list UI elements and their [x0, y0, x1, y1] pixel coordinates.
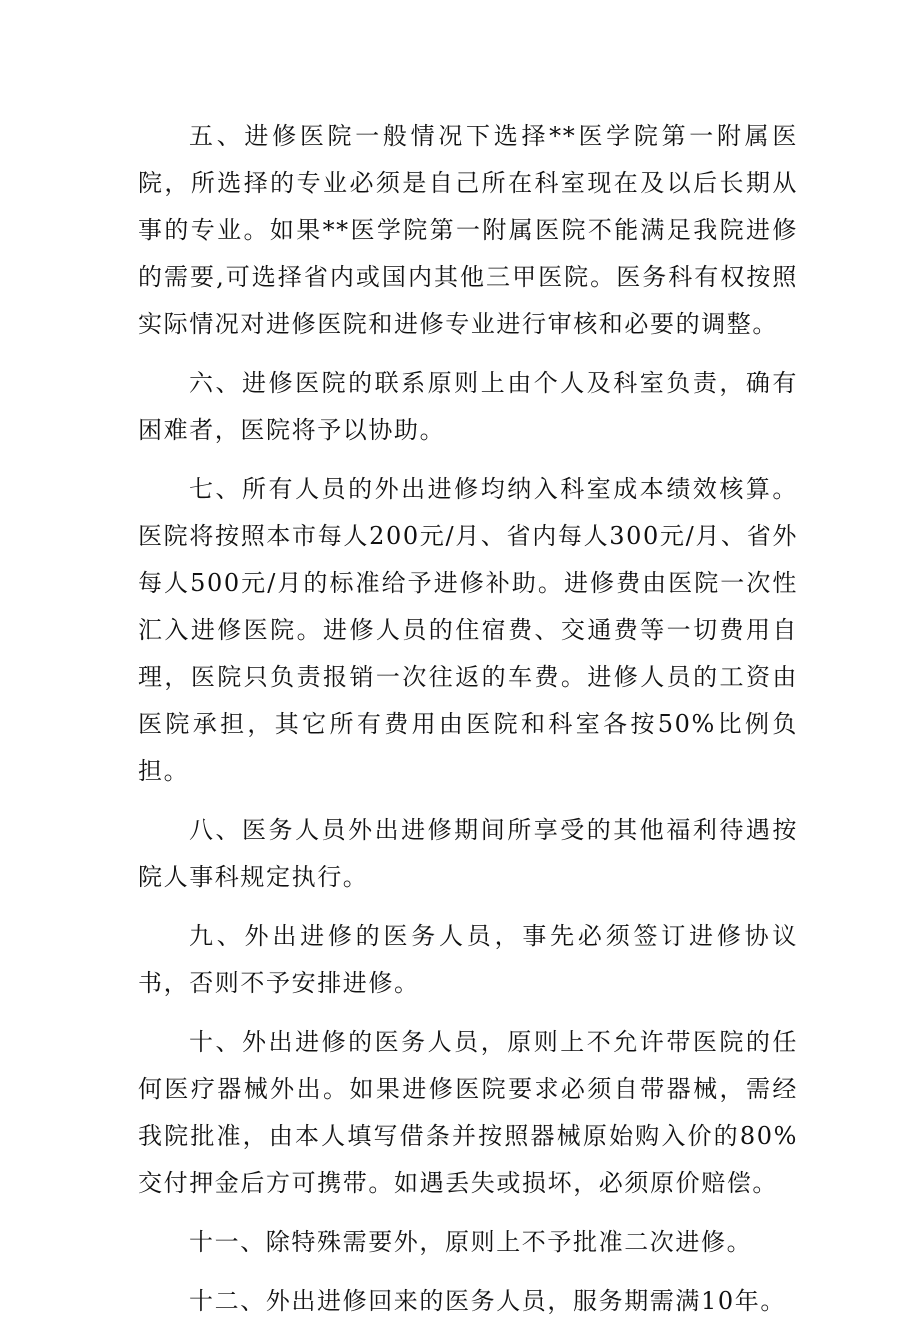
- paragraph-5: 五、进修医院一般情况下选择**医学院第一附属医院，所选择的专业必须是自己所在科室现在及以后长期从事的专业。如果**医学院第一附属医院不能满足我院进修的需要,可选择省内或国内其他三甲医院。医务科有权按照实际情况对进修医院和进修专业进行审核和必要的调整。: [138, 122, 798, 338]
- paragraph-8: 八、医务人员外出进修期间所享受的其他福利待遇按院人事科规定执行。: [138, 816, 798, 891]
- paragraph-6: 六、进修医院的联系原则上由个人及科室负责，确有困难者，医院将予以协助。: [138, 369, 798, 444]
- paragraph-12: 十二、外出进修回来的医务人员，服务期需满10年。: [189, 1287, 786, 1315]
- document-body: [138, 113, 798, 1337]
- paragraph-9: 九、外出进修的医务人员，事先必须签订进修协议书，否则不予安排进修。: [138, 922, 798, 997]
- paragraph-10: 十、外出进修的医务人员，原则上不允许带医院的任何医疗器械外出。如果进修医院要求必须自带器械，需经我院批准，由本人填写借条并按照器械原始购入价的80%交付押金后方可携带。如遇丢失或损坏，必须原价赔偿。: [138, 1028, 798, 1197]
- paragraph-11: 十一、除特殊需要外，原则上不予批准二次进修。: [189, 1228, 753, 1256]
- paragraph-7: 七、所有人员的外出进修均纳入科室成本绩效核算。医院将按照本市每人200元/月、省内每人300元/月、省外每人500元/月的标准给予进修补助。进修费由医院一次性汇入进修医院。进修人员的住宿费、交通费等一切费用自理，医院只负责报销一次往返的车费。进修人员的工资由医院承担，其它所有费用由医院和科室各按50%比例负担。: [138, 475, 798, 785]
